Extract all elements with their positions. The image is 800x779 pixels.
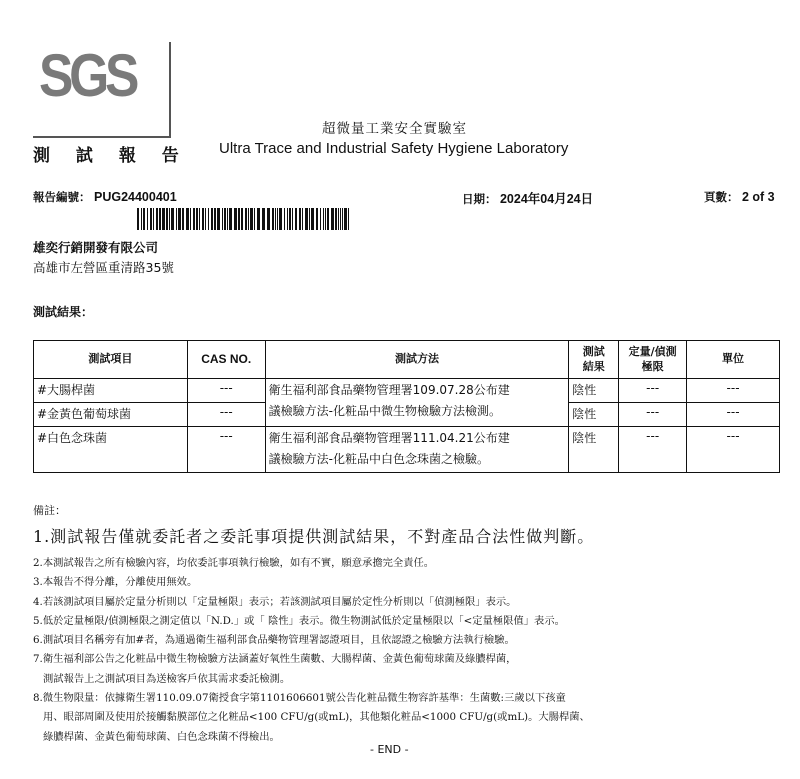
row-method [265,379,569,427]
table-row [34,427,780,473]
note-2: 2.本測試報告之所有檢驗內容，均依委託事項執行檢驗，如有不實，願意承擔完全責任。 [33,557,435,569]
client-name: 雄奕行銷開發有限公司 [33,240,159,255]
header-limit-line1: 定量/偵測 [628,345,677,359]
table-row [34,379,780,403]
client-address: 高雄市左營區重清路35號 [33,260,174,275]
logo-horizontal-rule [33,136,171,138]
row-unit: --- [687,427,780,473]
page-count [704,189,775,205]
sgs-logo [33,42,173,138]
report-date-label: 日期： [462,192,497,206]
row-result: 陰性 [569,427,619,473]
row-limit: --- [619,379,687,403]
report-date [462,189,593,207]
row-item: #金黃色葡萄球菌 [34,403,188,427]
note-5: 5.低於定量極限/偵測極限之測定值以「N.D.」或「 陰性」表示。微生物測試低於定量極限以「<定量極限值」表示。 [33,614,565,627]
report-number-label: 報告編號： [33,190,91,204]
row-limit: --- [619,427,687,473]
header-limit [619,341,687,379]
note-8: 8.微生物限量：依據衛生署110.09.07衛授食字第1101606601號公告化粧品微生物容許基準：生菌數:三歲以下孩童 [33,692,566,705]
row-cas: --- [187,427,265,473]
method-line: 議檢驗方法-化粧品中白色念珠菌之檢驗。 [268,452,490,466]
notes-heading: 備註： [33,504,66,517]
note-3: 3.本報告不得分離，分離使用無效。 [33,576,198,589]
lab-name-en: Ultra Trace and Industrial Safety Hygiene Laboratory [219,140,569,157]
notes-section [33,502,793,747]
sgs-wordmark: SGS [39,42,136,109]
row-cas: --- [187,379,265,403]
report-date-value: 2024年04月24日 [499,192,594,206]
barcode-icon [137,208,349,230]
note-4: 4.若該測試項目屬於定量分析則以「定量極限」表示；若該測試項目屬於定性分析則以「偵測極限」表示。 [33,595,517,608]
header-item: 測試項目 [34,341,188,379]
note-8-cont: 綠膿桿菌、金黃色葡萄球菌、白色念珠菌不得檢出。 [43,730,280,743]
lab-name-cn: 超微量工業安全實驗室 [322,121,467,137]
note-7-cont: 測試報告上之測試項目為送檢客戶依其需求委託檢測。 [43,672,291,685]
results-table [33,340,780,473]
header-result-line1: 測試 [582,345,605,359]
table-header-row [34,341,780,379]
header-limit-line2: 極限 [641,359,664,373]
method-line: 衛生福利部食品藥物管理署111.04.21公布建 [268,431,510,445]
results-label: 測試結果： [33,305,94,319]
row-item: #大腸桿菌 [34,379,188,403]
header-unit: 單位 [687,341,780,379]
report-number [33,189,177,205]
note-6: 6.測試項目名稱旁有加#者，為通過衛生福利部食品藥物管理署認證項目，且依認證之檢驗方法執行檢驗。 [33,634,515,647]
report-title: 測 試 報 告 [33,146,189,166]
row-result: 陰性 [569,403,619,427]
row-unit: --- [687,379,780,403]
header-result-line2: 結果 [582,359,605,373]
method-line: 議檢驗方法-化粧品中微生物檢驗方法檢測。 [268,404,502,418]
note-1: 1.測試報告僅就委託者之委託事項提供測試結果，不對產品合法性做判斷。 [33,527,595,546]
row-unit: --- [687,403,780,427]
note-7: 7.衛生福利部公告之化粧品中微生物檢驗方法涵蓋好氧性生菌數、大腸桿菌、金黃色葡萄球菌及綠膿桿菌， [33,653,517,666]
report-number-value: PUG24400401 [93,190,177,204]
note-8-cont: 用、眼部周圍及使用於接觸黏膜部位之化粧品<100 CFU/g(或mL)，其他類化粧品<1000 CFU/g(或mL)。大腸桿菌、 [43,711,590,724]
header-method: 測試方法 [265,341,569,379]
end-marker: - END - [370,743,409,756]
header-result [569,341,619,379]
page-count-value: 2 of 3 [741,190,775,204]
method-line: 衛生福利部食品藥物管理署109.07.28公布建 [268,383,510,397]
row-limit: --- [619,403,687,427]
row-cas: --- [187,403,265,427]
row-result: 陰性 [569,379,619,403]
row-item: #白色念珠菌 [34,427,188,473]
logo-vertical-rule [169,42,171,138]
row-method [265,427,569,473]
page-count-label: 頁數： [704,190,739,204]
header-cas: CAS NO. [187,341,265,379]
